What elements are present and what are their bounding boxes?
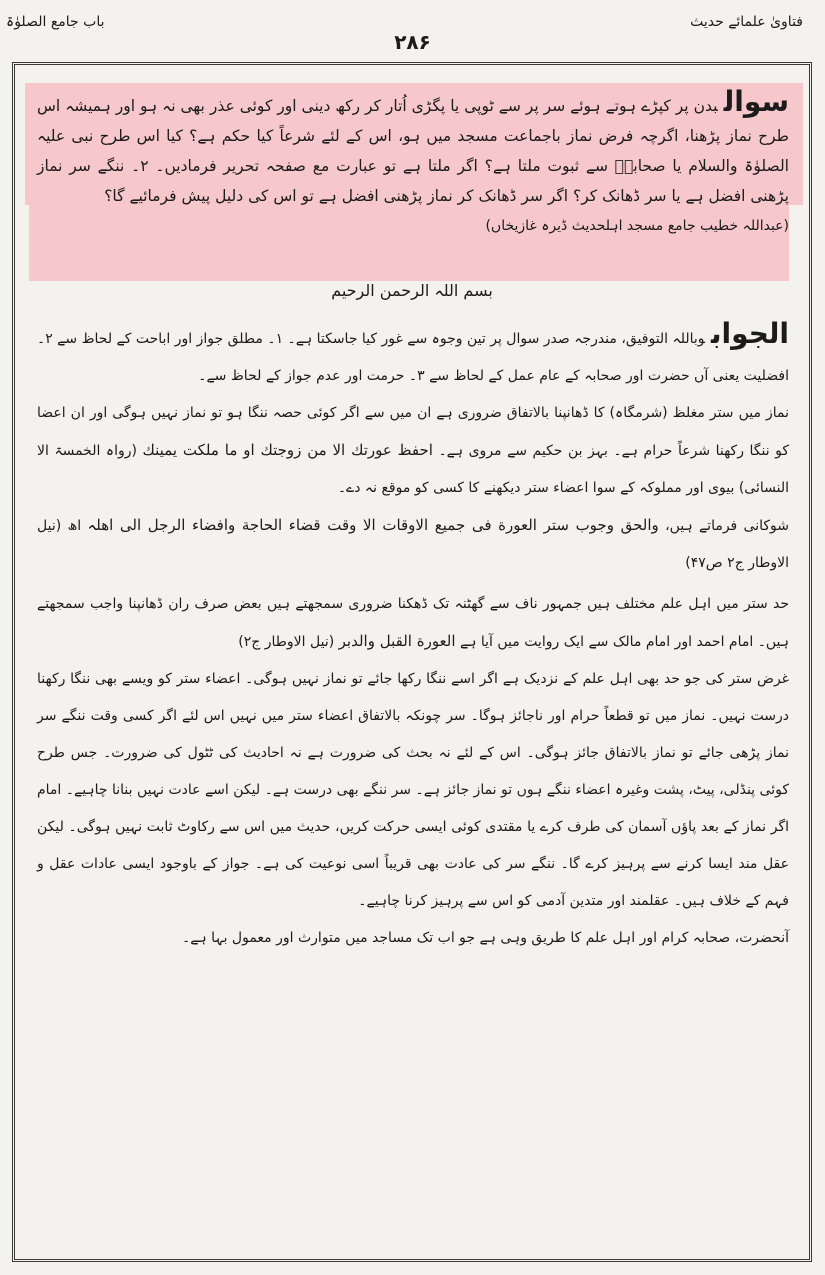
question-label: سوال (723, 85, 789, 118)
answer-intro: وباللہ التوفیق، مندرجہ صدر سوال پر تین وجوہ سے غور کیا جاسکتا ہے۔ ۱۔ مطلق جواز اور اباحت کے لحاظ سے ۲۔ افضلیت یعنی آں حضرت اور صحابہ کے عام عمل کے لحاظ سے ۳۔ حرمت اور عدم جواز کے لحاظ سے۔ (37, 331, 789, 384)
shawkani-quote: والحق وجوب ستر العورة فی جمیع الاوقات الا وقت قضاء الحاجة وافضاء الرجل الی اھلہ (87, 516, 659, 534)
shawkani-intro: شوکانی فرماتے ہیں، (665, 518, 790, 534)
answer-paragraph-4: آنحضرت، صحابہ کرام اور اہل علم کا طریق وہی ہے جو اب تک مساجد میں متوارث اور معمول بہا ہے۔ (182, 930, 789, 946)
hadith-quote: احفظ عورتك الا من زوجتك او ما ملكت يمينك (142, 441, 433, 459)
book-title: فتاویٰ علمائے حدیث (690, 14, 803, 30)
answer-paragraph-3: غرض ستر کی جو حد بھی اہل علم کے نزدیک ہے اگر اسے ننگا رکھا جائے تو نماز نہیں ہوگی۔ اعضاء ستر کو ویسے بھی ننگا رکھنا درست نہیں۔ نماز میں تو قطعاً حرام اور ناجائز ہوگا۔ سر چونکہ بالاتفاق اعضاء ستر میں نہیں اس لئے اگر کسی وقت ننگے سر نماز پڑھی جائے تو نماز بالاتفاق جائز ہوگی۔ اس کے لئے نہ بحث کی ضرورت ہے نہ احادیث کی ٹٹول کی ضرورت۔ جس طرح کوئی پنڈلی، پیٹ، پشت وغیرہ اعضاء ننگے ہوں تو نماز جائز ہے۔ سر ننگے بھی درست ہے۔ لیکن اسے عادت نہیں بنانا چاہیے۔ امام اگر نماز کے بعد پاؤں آسمان کی طرف کرے یا مقتدی کوئی ایسی حرکت کریں، حدیث میں اس سے رکاوٹ ثابت نہیں ہوگی۔ لیکن عقل مند ایسا کرنے سے پرہیز کرے گا۔ ننگے سر کی عادت بھی قریباً اسی نوعیت کی ہے۔ جواز کے باوجود ایسی عادات عقل و فہم کے خلاف ہیں۔ عقلمند اور متدین آدمی کو اس سے پرہیز کرنا چاہیے۔ (37, 671, 789, 909)
answer-paragraph-shawkani (37, 507, 789, 582)
answer-para1-text: نماز میں ستر مغلظ (شرمگاہ) کا ڈھانپنا بالاتفاق ضروری ہے ان میں سے اگر کوئی حصہ ننگا ہو تو نماز نہیں ہوگی اور ان اعضا کو ننگا رکھنا شرعاً حرام ہے۔ بہز بن حکیم سے مروی ہے۔ (37, 405, 790, 459)
content-frame (12, 62, 812, 1262)
answer-intro-paragraph (37, 315, 789, 395)
quote-2: العورة القبل والدبر (338, 632, 456, 650)
reference-1: (رواہ الخمسۃ الا النسائی) بیوی اور مملوکہ کے سوا اعضاء ستر دیکھنے کا کسی کو موقع نہ دے۔ (37, 443, 789, 496)
question-asker: (عبداللہ خطیب جامع مسجد اہلحدیث ڈیرہ غازیخاں) (485, 218, 789, 234)
question-block (37, 87, 789, 239)
page-number: ۲۸۶ (394, 30, 431, 54)
answer-label: الجواب (711, 317, 789, 350)
answer-paragraph-1 (37, 395, 789, 507)
answer-block (37, 315, 789, 957)
chapter-title: باب جامع الصلوٰۃ (6, 14, 105, 30)
reference-3: (نیل الاوطار ج۲) (238, 634, 335, 650)
question-text: بدن پر کپڑے ہوتے ہوئے سر پر سے ٹوپی یا پگڑی اُتار کر رکھ دینی اور کوئی عذر بھی نہ ہو اور ہمیشہ اس طرح نماز پڑھنا، اگرچہ فرض نماز باجماعت مسجد میں ہو، اس کے لئے شرعاً کیا حکم ہے؟ کیا اس طرح نبی علیہ الصلوٰۃ والسلام یا صحابہؓ سے ثبوت ملتا ہے؟ اگر ملتا ہے تو عبارت مع صفحہ تحریر فرمادیں۔ ۲۔ ننگے سر نماز پڑھنی افضل ہے یا سر ڈھانک کر؟ اگر سر ڈھانک کر نماز پڑھنی افضل ہے تو اس کی دلیل پیش فرمائیے گا؟ (37, 97, 789, 205)
page-header (0, 0, 825, 62)
reference-2: اھ (نیل الاوطار ج۲ ص۴۷) (37, 518, 789, 571)
basmala: بسم اللہ الرحمن الرحیم (331, 281, 493, 300)
answer-para2-text: حد ستر میں اہل علم مختلف ہیں جمہور ناف سے گھٹنہ تک ڈھکنا ضروری سمجھتے ہیں بعض صرف ران ڈھانپنا واجب سمجھتے ہیں۔ امام احمد اور امام مالک سے ایک روایت میں آیا ہے (37, 596, 789, 650)
answer-paragraph-2 (37, 586, 789, 661)
